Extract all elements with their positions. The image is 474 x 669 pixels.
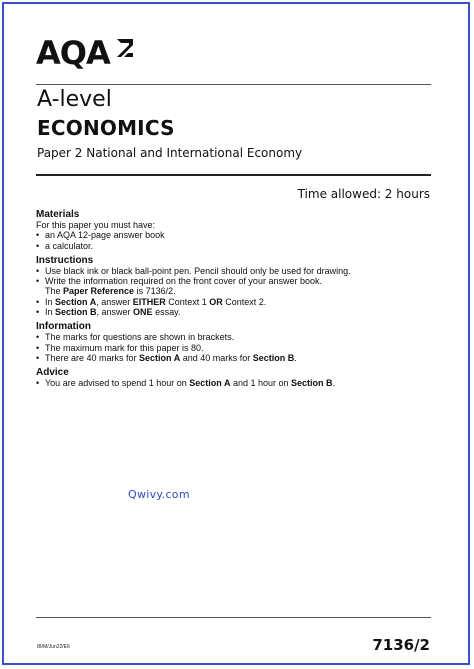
information-section [36, 321, 436, 363]
bold-text: Section A [139, 352, 181, 363]
text-span: , answer [96, 307, 134, 318]
materials-intro: For this paper you must have: [36, 220, 156, 230]
watermark: Qwivy.com [128, 488, 190, 501]
bold-text: Section B [291, 378, 333, 389]
bold-text: OR [209, 296, 223, 307]
list-item: • a calculator. [36, 241, 436, 251]
instructions-block [36, 209, 436, 393]
text-span: Context 1 [165, 296, 210, 307]
instructions-section [36, 255, 436, 317]
materials-heading: Materials [36, 209, 80, 220]
aqa-logo [36, 36, 136, 70]
text-span: The [45, 286, 64, 297]
text-span: is 7136/2. [134, 286, 176, 297]
text-span: There are 40 marks for [45, 352, 140, 363]
header-rule-top [36, 84, 431, 85]
subject-title: ECONOMICS [37, 116, 175, 140]
paper-reference: 7136/2 [372, 636, 430, 654]
text-span: and 40 marks for [180, 352, 253, 363]
text-span: Context 2. [222, 296, 267, 307]
list-item: • Use black ink or black ball-point pen. Pencil should only be used for drawing. [36, 266, 436, 276]
qualification-level: A-level [37, 87, 112, 112]
list-item [36, 378, 436, 388]
text-span: and 1 hour on [230, 378, 292, 389]
list-item [36, 297, 436, 307]
bold-text: Paper Reference [63, 286, 135, 297]
advice-heading: Advice [36, 367, 69, 379]
bold-text: Section B [252, 352, 295, 363]
list-item: • Write the information required on the front cover of your answer book. [36, 276, 436, 286]
list-item: • an AQA 12-page answer book [36, 230, 436, 240]
footer-rule [36, 617, 431, 618]
text-span: essay. [152, 307, 181, 318]
list-item [36, 307, 436, 317]
bold-text: Section B [55, 307, 97, 318]
bold-text: Section A [55, 296, 97, 307]
list-item-continuation [36, 286, 436, 296]
text-span: You are advised to spend 1 hour on [45, 378, 190, 389]
document-code: IB/M/Jun22/E6 [37, 644, 70, 650]
list-item: • The maximum mark for this paper is 80. [36, 343, 436, 353]
bold-text: Section A [189, 378, 231, 389]
information-heading: Information [36, 321, 91, 333]
list-item: • The marks for questions are shown in brackets. [36, 332, 436, 342]
bold-text: ONE [133, 307, 153, 318]
aqa-slash-mark-icon [114, 37, 136, 64]
text-span: In [45, 307, 56, 318]
text-span: , answer [96, 296, 133, 307]
text-span: . [332, 378, 336, 389]
time-allowed: Time allowed: 2 hours [297, 187, 430, 201]
text-span: . [294, 352, 297, 363]
logo-text: AQA [36, 34, 110, 72]
instructions-heading: Instructions [36, 254, 94, 266]
text-span: In [45, 296, 56, 307]
bold-text: EITHER [132, 296, 166, 307]
materials-section [36, 209, 436, 251]
paper-title: Paper 2 National and International Economy [37, 146, 303, 160]
list-item [36, 353, 436, 363]
advice-section [36, 367, 436, 388]
header-rule-bottom [36, 174, 431, 176]
